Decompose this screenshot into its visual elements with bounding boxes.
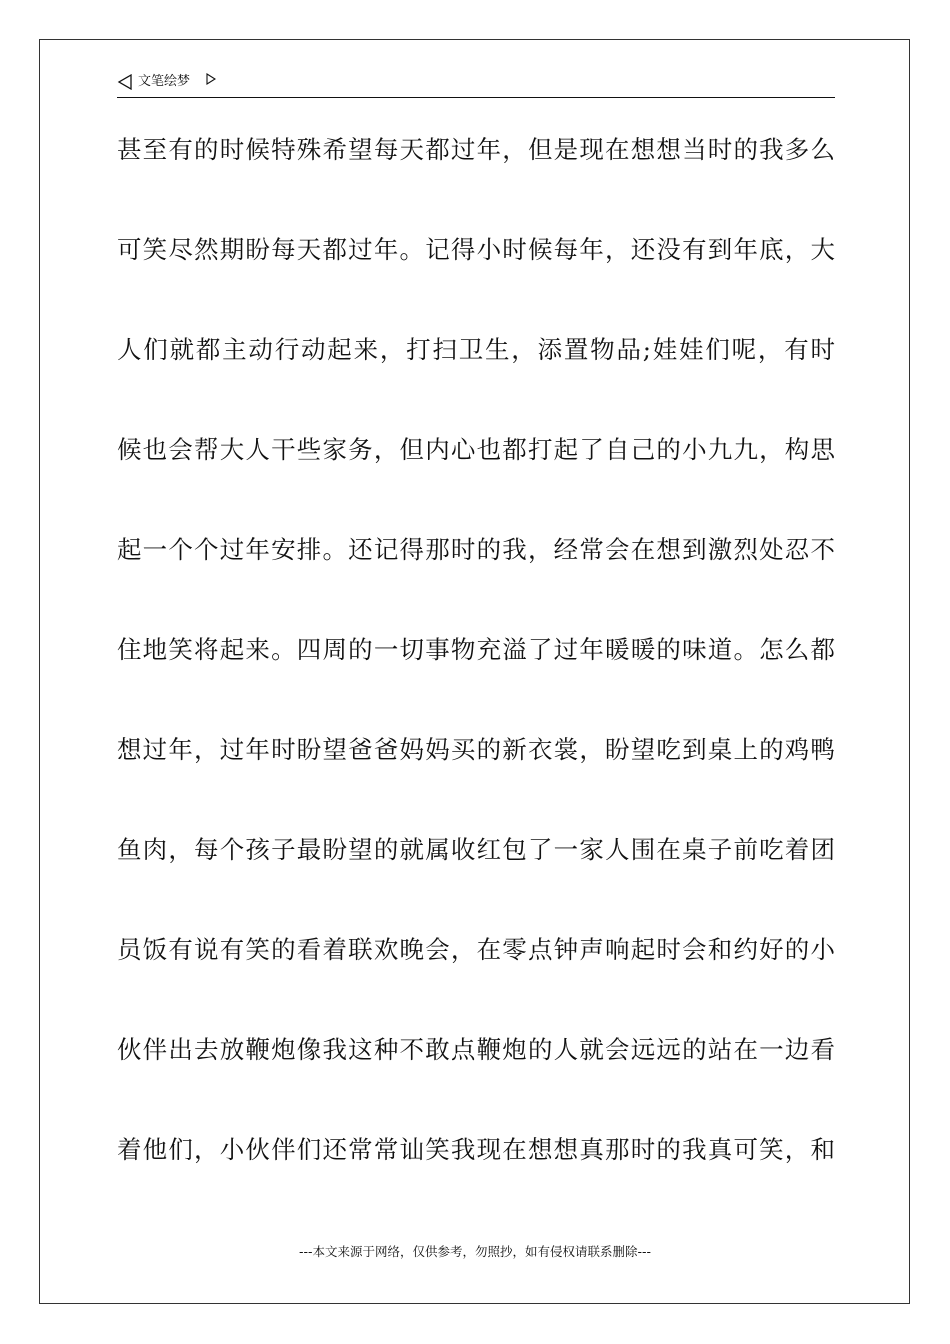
text-line: 鱼肉，每个孩子最盼望的就属收红包了一家人围在桌子前吃着团 (117, 835, 837, 864)
text-line: 住地笑将起来。四周的一切事物充溢了过年暖暖的味道。怎么都 (117, 635, 837, 664)
page-footer: ---本文来源于网络，仅供参考，勿照抄，如有侵权请联系删除--- (298, 1244, 652, 1259)
text-line: 员饭有说有笑的看着联欢晚会，在零点钟声响起时会和约好的小 (117, 935, 837, 964)
text-line: 可笑尽然期盼每天都过年。记得小时候每年，还没有到年底，大 (117, 235, 837, 264)
page-header (117, 72, 835, 98)
text-line: 伙伴出去放鞭炮像我这种不敢点鞭炮的人就会远远的站在一边看 (117, 1035, 837, 1064)
body-text (117, 130, 835, 1230)
triangle-left-icon (117, 74, 133, 90)
text-line: 起一个个过年安排。还记得那时的我，经常会在想到激烈处忍不 (117, 535, 837, 564)
text-line: 想过年，过年时盼望爸爸妈妈买的新衣裳，盼望吃到桌上的鸡鸭 (117, 735, 837, 764)
text-line: 着他们，小伙伴们还常常讪笑我现在想想真那时的我真可笑，和 (117, 1135, 837, 1164)
text-line: 候也会帮大人干些家务，但内心也都打起了自己的小九九，构思 (117, 435, 837, 464)
triangle-right-icon (206, 73, 216, 85)
text-line: 人们就都主动行动起来，打扫卫生，添置物品;娃娃们呢，有时 (117, 335, 837, 364)
header-title: 文笔绘梦 (138, 74, 191, 89)
text-line: 甚至有的时候特殊希望每天都过年，但是现在想想当时的我多么 (117, 135, 837, 164)
